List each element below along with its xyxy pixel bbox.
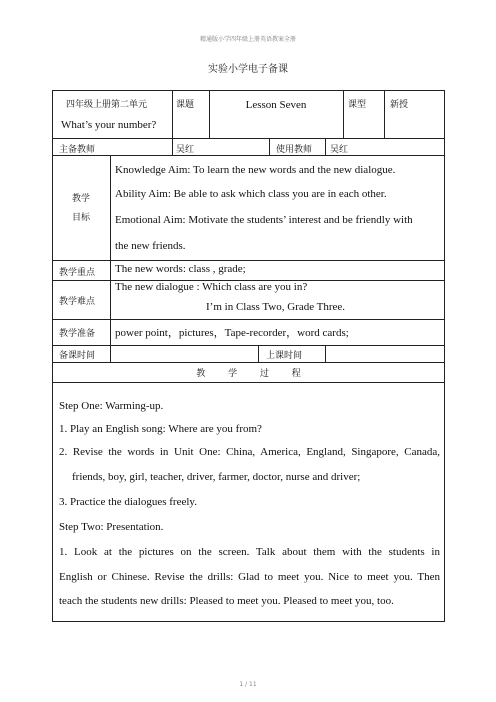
difficult-points-line2: I’m in Class Two, Grade Three. [206, 301, 346, 313]
page-title: 实验小学电子备课 [208, 64, 288, 75]
rule [110, 345, 111, 362]
rule [52, 621, 445, 622]
rule [110, 155, 111, 345]
aim-line: Emotional Aim: Motivate the students’ interest and be friendly with [115, 214, 413, 226]
rule [52, 362, 445, 363]
prep-time-label: 备课时间 [59, 351, 96, 361]
class-time-label: 上课时间 [266, 351, 303, 361]
aim-line: Ability Aim: Be able to ask which class you are in each other. [115, 188, 387, 200]
rule [325, 345, 326, 362]
process-line: Step One: Warming-up. [59, 400, 164, 412]
aim-line: the new friends. [115, 240, 186, 252]
rule [444, 90, 445, 622]
process-line: friends, boy, girl, teacher, driver, farmer, doctor, nurse and driver; [72, 471, 361, 483]
rule [172, 90, 173, 138]
type-value: 新授 [390, 100, 409, 110]
key-points-value: The new words: class , grade; [115, 263, 246, 275]
preparation-value: power point，pictures，Tape-recorder，word cards; [115, 327, 349, 339]
rule [325, 138, 326, 155]
user-teacher-label: 使用教师 [276, 145, 313, 155]
rule [258, 345, 259, 362]
rule [209, 90, 210, 138]
process-line: Step Two: Presentation. [59, 521, 164, 533]
rule [52, 90, 53, 622]
process-line: 3. Practice the dialogues freely. [59, 496, 197, 508]
process-line: 1. Play an English song: Where are you from? [59, 423, 262, 435]
difficult-points-line1: The new dialogue : Which class are you in? [115, 281, 308, 293]
rule [52, 138, 445, 139]
topic-value: Lesson Seven [245, 99, 307, 111]
rule [269, 138, 270, 155]
user-teacher-value: 吴红 [330, 145, 349, 155]
lesson-plan-table [52, 90, 445, 622]
type-label: 课型 [348, 100, 367, 110]
running-header: 精通版小学四年级上册英语教案全册 [199, 36, 296, 43]
rule [52, 382, 445, 383]
page-number: 1 / 11 [239, 681, 257, 688]
rule [384, 90, 385, 138]
topic-label: 课题 [176, 100, 195, 110]
unit-title: What’s your number? [61, 119, 157, 131]
aims-label-line2: 目标 [71, 213, 90, 223]
unit-label: 四年级上册第二单元 [66, 100, 148, 110]
aims-label-line1: 教学 [71, 194, 90, 204]
process-line: English or Chinese. Revise the drills: Glad to meet you. Nice to meet you. Then [59, 571, 440, 583]
rule [172, 138, 173, 155]
lead-teacher-value: 吴红 [176, 145, 195, 155]
key-points-label: 教学重点 [59, 268, 96, 278]
process-line: 1. Look at the pictures on the screen. Talk about them with the students in [59, 546, 440, 558]
rule [343, 90, 344, 138]
process-heading: 教 学 过 程 [196, 369, 301, 379]
process-line: teach the students new drills: Pleased to meet you. Pleased to meet you, too. [59, 595, 394, 607]
preparation-label: 教学准备 [59, 329, 96, 339]
lead-teacher-label: 主备教师 [59, 145, 96, 155]
process-line: 2. Revise the words in Unit One: China, America, England, Singapore, Canada, [59, 446, 440, 458]
difficult-points-label: 教学难点 [59, 297, 96, 307]
rule [52, 90, 445, 91]
aim-line: Knowledge Aim: To learn the new words and the new dialogue. [115, 164, 396, 176]
